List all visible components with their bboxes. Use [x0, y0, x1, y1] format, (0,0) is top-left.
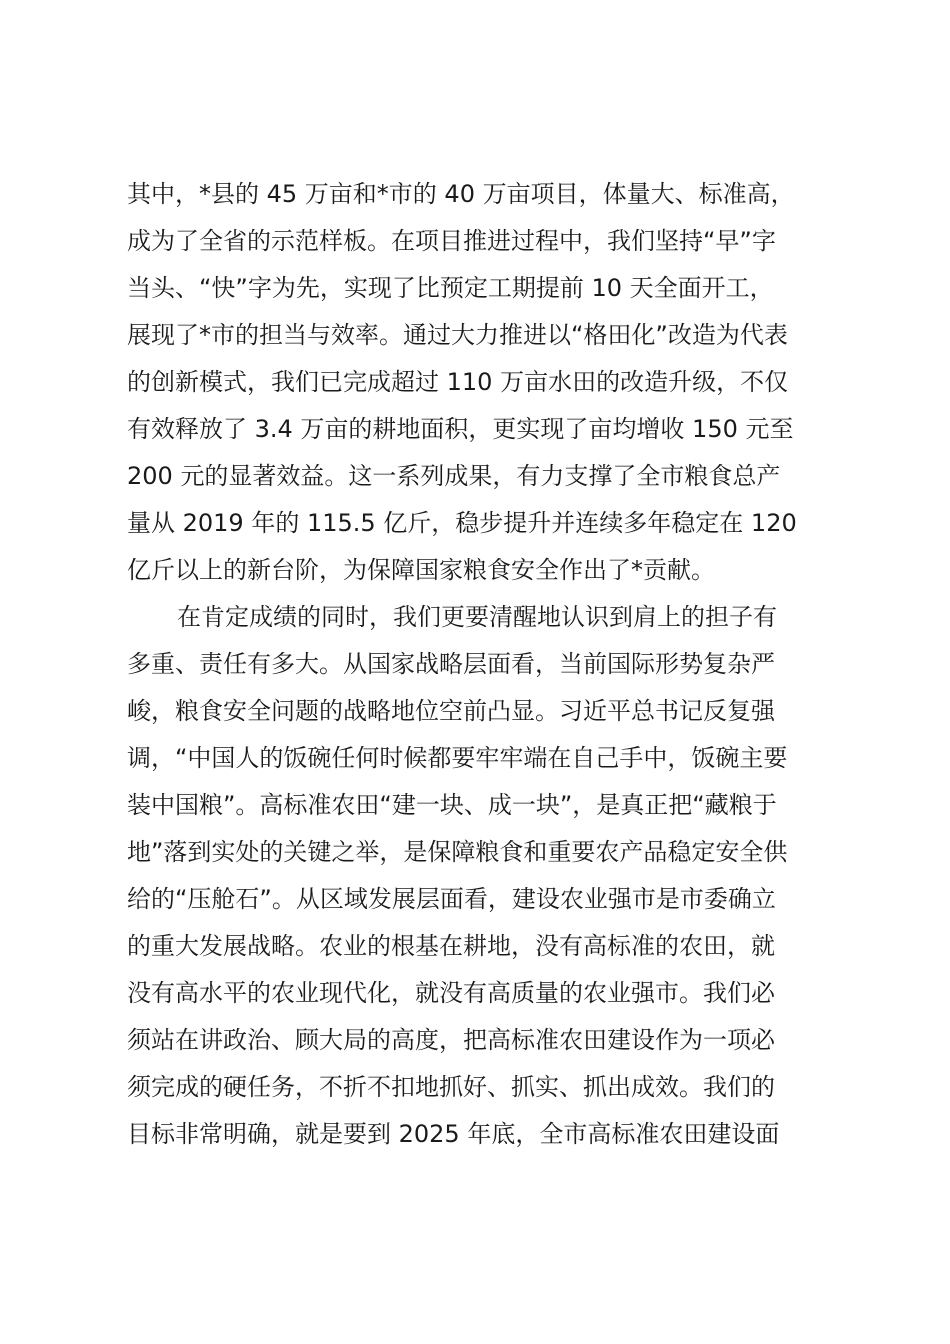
text-line: 当头、“快”字为先，实现了比预定工期提前 10 天全面开工，	[127, 274, 774, 302]
text-line: 有效释放了 3.4 万亩的耕地面积，更实现了亩均增收 150 元至	[127, 415, 794, 443]
text-line: 亿斤以上的新台阶，为保障国家粮食安全作出了*贡献。	[127, 556, 715, 584]
paragraph-1	[127, 171, 837, 594]
text-line: 其中，*县的 45 万亩和*市的 40 万亩项目，体量大、标准高，	[127, 180, 795, 208]
text-line: 给的“压舱石”。从区域发展层面看，建设农业强市是市委确立	[127, 885, 776, 913]
text-line: 没有高水平的农业现代化，就没有高质量的农业强市。我们必	[127, 979, 775, 1007]
paragraph-2	[127, 594, 837, 1158]
text-line: 目标非常明确，就是要到 2025 年底，全市高标准农田建设面	[127, 1120, 780, 1148]
text-line: 多重、责任有多大。从国家战略层面看，当前国际形势复杂严	[127, 650, 775, 678]
text-line: 地”落到实处的关键之举，是保障粮食和重要农产品稳定安全供	[127, 838, 788, 866]
text-line: 须完成的硬任务，不折不扣地抓好、抓实、抓出成效。我们的	[127, 1073, 775, 1101]
text-line: 展现了*市的担当与效率。通过大力推进以“格田化”改造为代表	[127, 321, 788, 349]
text-line: 200 元的显著效益。这一系列成果，有力支撑了全市粮食总产	[127, 462, 781, 490]
text-line: 成为了全省的示范样板。在项目推进过程中，我们坚持“早”字	[127, 227, 776, 255]
text-line: 须站在讲政治、顾大局的高度，把高标准农田建设作为一项必	[127, 1026, 775, 1054]
document-body	[127, 171, 837, 1158]
text-line: 量从 2019 年的 115.5 亿斤，稳步提升并连续多年稳定在 120	[127, 509, 797, 537]
text-line: 峻，粮食安全问题的战略地位空前凸显。习近平总书记反复强	[127, 697, 775, 725]
text-line: 调，“中国人的饭碗任何时候都要牢牢端在自己手中，饭碗主要	[127, 744, 788, 772]
text-line: 的重大发展战略。农业的根基在耕地，没有高标准的农田，就	[127, 932, 775, 960]
text-line-first: 在肯定成绩的同时，我们更要清醒地认识到肩上的担子有	[177, 603, 777, 631]
text-line: 装中国粮”。高标准农田“建一块、成一块”，是真正把“藏粮于	[127, 791, 777, 819]
text-line: 的创新模式，我们已完成超过 110 万亩水田的改造升级，不仅	[127, 368, 789, 396]
